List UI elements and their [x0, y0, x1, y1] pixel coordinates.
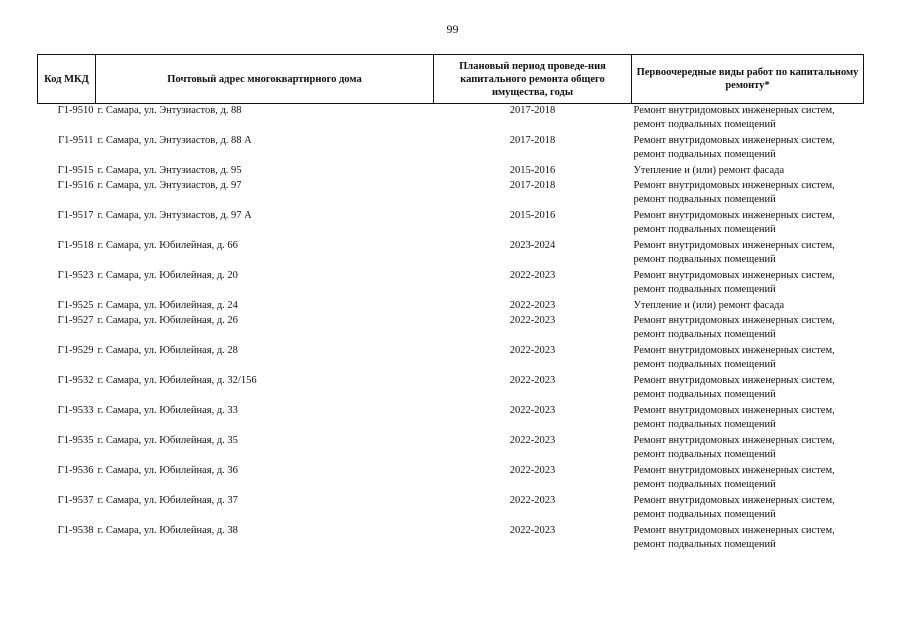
postal-address: г. Самара, ул. Энтузиастов, д. 97 [97, 179, 242, 191]
table-row [38, 494, 864, 524]
priority-works [632, 269, 864, 299]
priority-works [632, 524, 864, 554]
priority-works-line: ремонт подвальных помещений [633, 508, 776, 520]
table-row [38, 434, 864, 464]
table-row [38, 314, 864, 344]
table-row [38, 374, 864, 404]
priority-works-line: ремонт подвальных помещений [633, 388, 776, 400]
priority-works [632, 164, 864, 179]
mkd-code: Г1-9529 [57, 344, 94, 356]
priority-works-line: ремонт подвальных помещений [633, 223, 776, 235]
priority-works [632, 464, 864, 494]
postal-address: г. Самара, ул. Юбилейная, д. 37 [97, 494, 238, 506]
priority-works [632, 299, 864, 314]
repair-period: 2022-2023 [509, 299, 556, 311]
priority-works [632, 239, 864, 269]
table-row [38, 404, 864, 434]
postal-address: г. Самара, ул. Юбилейная, д. 20 [97, 269, 238, 281]
priority-works-line: Ремонт внутридомовых инженерных систем, [633, 134, 835, 146]
mkd-code: Г1-9518 [57, 239, 94, 251]
priority-works-line: ремонт подвальных помещений [633, 478, 776, 490]
priority-works [632, 434, 864, 464]
postal-address: г. Самара, ул. Энтузиастов, д. 97 А [97, 209, 252, 221]
capital-repair-table [37, 54, 864, 554]
table-row [38, 524, 864, 554]
priority-works-line: ремонт подвальных помещений [633, 193, 776, 205]
table-row [38, 239, 864, 269]
priority-works-line: Ремонт внутридомовых инженерных систем, [633, 239, 835, 251]
table-header [38, 55, 864, 104]
priority-works-line: Ремонт внутридомовых инженерных систем, [633, 105, 835, 116]
priority-works [632, 134, 864, 164]
header-works: Первоочередные виды работ по капитальному ремонту* [632, 55, 864, 104]
postal-address: г. Самара, ул. Юбилейная, д. 36 [97, 464, 238, 476]
priority-works-line: ремонт подвальных помещений [633, 283, 776, 295]
mkd-code: Г1-9536 [57, 464, 94, 476]
priority-works-line: ремонт подвальных помещений [633, 328, 776, 340]
table-row [38, 344, 864, 374]
postal-address: г. Самара, ул. Энтузиастов, д. 95 [97, 164, 242, 176]
repair-period: 2022-2023 [509, 404, 556, 416]
postal-address: г. Самара, ул. Юбилейная, д. 32/156 [97, 374, 257, 386]
repair-period: 2017-2018 [509, 134, 556, 146]
mkd-code: Г1-9538 [57, 524, 94, 536]
priority-works-line: ремонт подвальных помещений [633, 253, 776, 265]
priority-works [632, 209, 864, 239]
table-row [38, 179, 864, 209]
priority-works-line: Ремонт внутридомовых инженерных систем, [633, 494, 835, 506]
mkd-code: Г1-9516 [57, 179, 94, 191]
header-row [38, 55, 864, 104]
repair-period: 2017-2018 [509, 179, 556, 191]
priority-works-line: ремонт подвальных помещений [633, 448, 776, 460]
repair-period: 2022-2023 [509, 494, 556, 506]
priority-works [632, 314, 864, 344]
repair-period: 2022-2023 [509, 524, 556, 536]
priority-works-line: Ремонт внутридомовых инженерных систем, [633, 374, 835, 386]
mkd-code: Г1-9533 [57, 404, 94, 416]
header-period: Плановый период проведе-ния капитального ремонта общего имущества, годы [434, 55, 632, 104]
mkd-code: Г1-9517 [57, 209, 94, 221]
mkd-code: Г1-9510 [57, 105, 94, 116]
mkd-code: Г1-9537 [57, 494, 94, 506]
priority-works [632, 344, 864, 374]
priority-works-line: Ремонт внутридомовых инженерных систем, [633, 314, 835, 326]
postal-address: г. Самара, ул. Юбилейная, д. 24 [97, 299, 238, 311]
mkd-code: Г1-9532 [57, 374, 94, 386]
mkd-code: Г1-9523 [57, 269, 94, 281]
repair-period: 2022-2023 [509, 344, 556, 356]
repair-period: 2022-2023 [509, 434, 556, 446]
table-row [38, 464, 864, 494]
repair-period: 2022-2023 [509, 269, 556, 281]
priority-works-line: Ремонт внутридомовых инженерных систем, [633, 464, 835, 476]
mkd-code: Г1-9515 [57, 164, 94, 176]
mkd-code: Г1-9535 [57, 434, 94, 446]
repair-period: 2015-2016 [509, 209, 556, 221]
priority-works [632, 104, 864, 134]
table-row [38, 269, 864, 299]
priority-works-line: Утепление и (или) ремонт фасада [633, 299, 785, 311]
priority-works-line: ремонт подвальных помещений [633, 148, 776, 160]
postal-address: г. Самара, ул. Энтузиастов, д. 88 [97, 105, 242, 116]
mkd-code: Г1-9525 [57, 299, 94, 311]
page-number: 99 [446, 22, 459, 36]
priority-works-line: Ремонт внутридомовых инженерных систем, [633, 209, 835, 221]
repair-period: 2023-2024 [509, 239, 556, 251]
repair-period: 2015-2016 [509, 164, 556, 176]
priority-works-line: Ремонт внутридомовых инженерных систем, [633, 269, 835, 281]
priority-works-line: Ремонт внутридомовых инженерных систем, [633, 179, 835, 191]
mkd-code: Г1-9527 [57, 314, 94, 326]
priority-works-line: Ремонт внутридомовых инженерных систем, [633, 434, 835, 446]
postal-address: г. Самара, ул. Энтузиастов, д. 88 А [97, 134, 252, 146]
priority-works-line: Ремонт внутридомовых инженерных систем, [633, 524, 835, 536]
postal-address: г. Самара, ул. Юбилейная, д. 66 [97, 239, 238, 251]
table-row [38, 209, 864, 239]
postal-address: г. Самара, ул. Юбилейная, д. 26 [97, 314, 238, 326]
postal-address: г. Самара, ул. Юбилейная, д. 28 [97, 344, 238, 356]
table-row [38, 164, 864, 179]
header-address: Почтовый адрес многоквартирного дома [96, 55, 434, 104]
priority-works-line: ремонт подвальных помещений [633, 538, 776, 550]
mkd-code: Г1-9511 [58, 134, 94, 146]
table-body [38, 104, 864, 554]
priority-works [632, 374, 864, 404]
priority-works-line: Утепление и (или) ремонт фасада [633, 164, 785, 176]
priority-works-line: ремонт подвальных помещений [633, 418, 776, 430]
priority-works [632, 404, 864, 434]
table-row [38, 104, 864, 134]
postal-address: г. Самара, ул. Юбилейная, д. 38 [97, 524, 238, 536]
priority-works [632, 179, 864, 209]
priority-works-line: ремонт подвальных помещений [633, 358, 776, 370]
repair-period: 2017-2018 [509, 105, 556, 116]
priority-works-line: ремонт подвальных помещений [633, 119, 776, 130]
repair-period: 2022-2023 [509, 314, 556, 326]
repair-period: 2022-2023 [509, 464, 556, 476]
repair-period: 2022-2023 [509, 374, 556, 386]
priority-works-line: Ремонт внутридомовых инженерных систем, [633, 344, 835, 356]
header-code: Код МКД [38, 55, 96, 104]
postal-address: г. Самара, ул. Юбилейная, д. 35 [97, 434, 238, 446]
priority-works-line: Ремонт внутридомовых инженерных систем, [633, 404, 835, 416]
table-row [38, 299, 864, 314]
table-row [38, 134, 864, 164]
postal-address: г. Самара, ул. Юбилейная, д. 33 [97, 404, 238, 416]
priority-works [632, 494, 864, 524]
